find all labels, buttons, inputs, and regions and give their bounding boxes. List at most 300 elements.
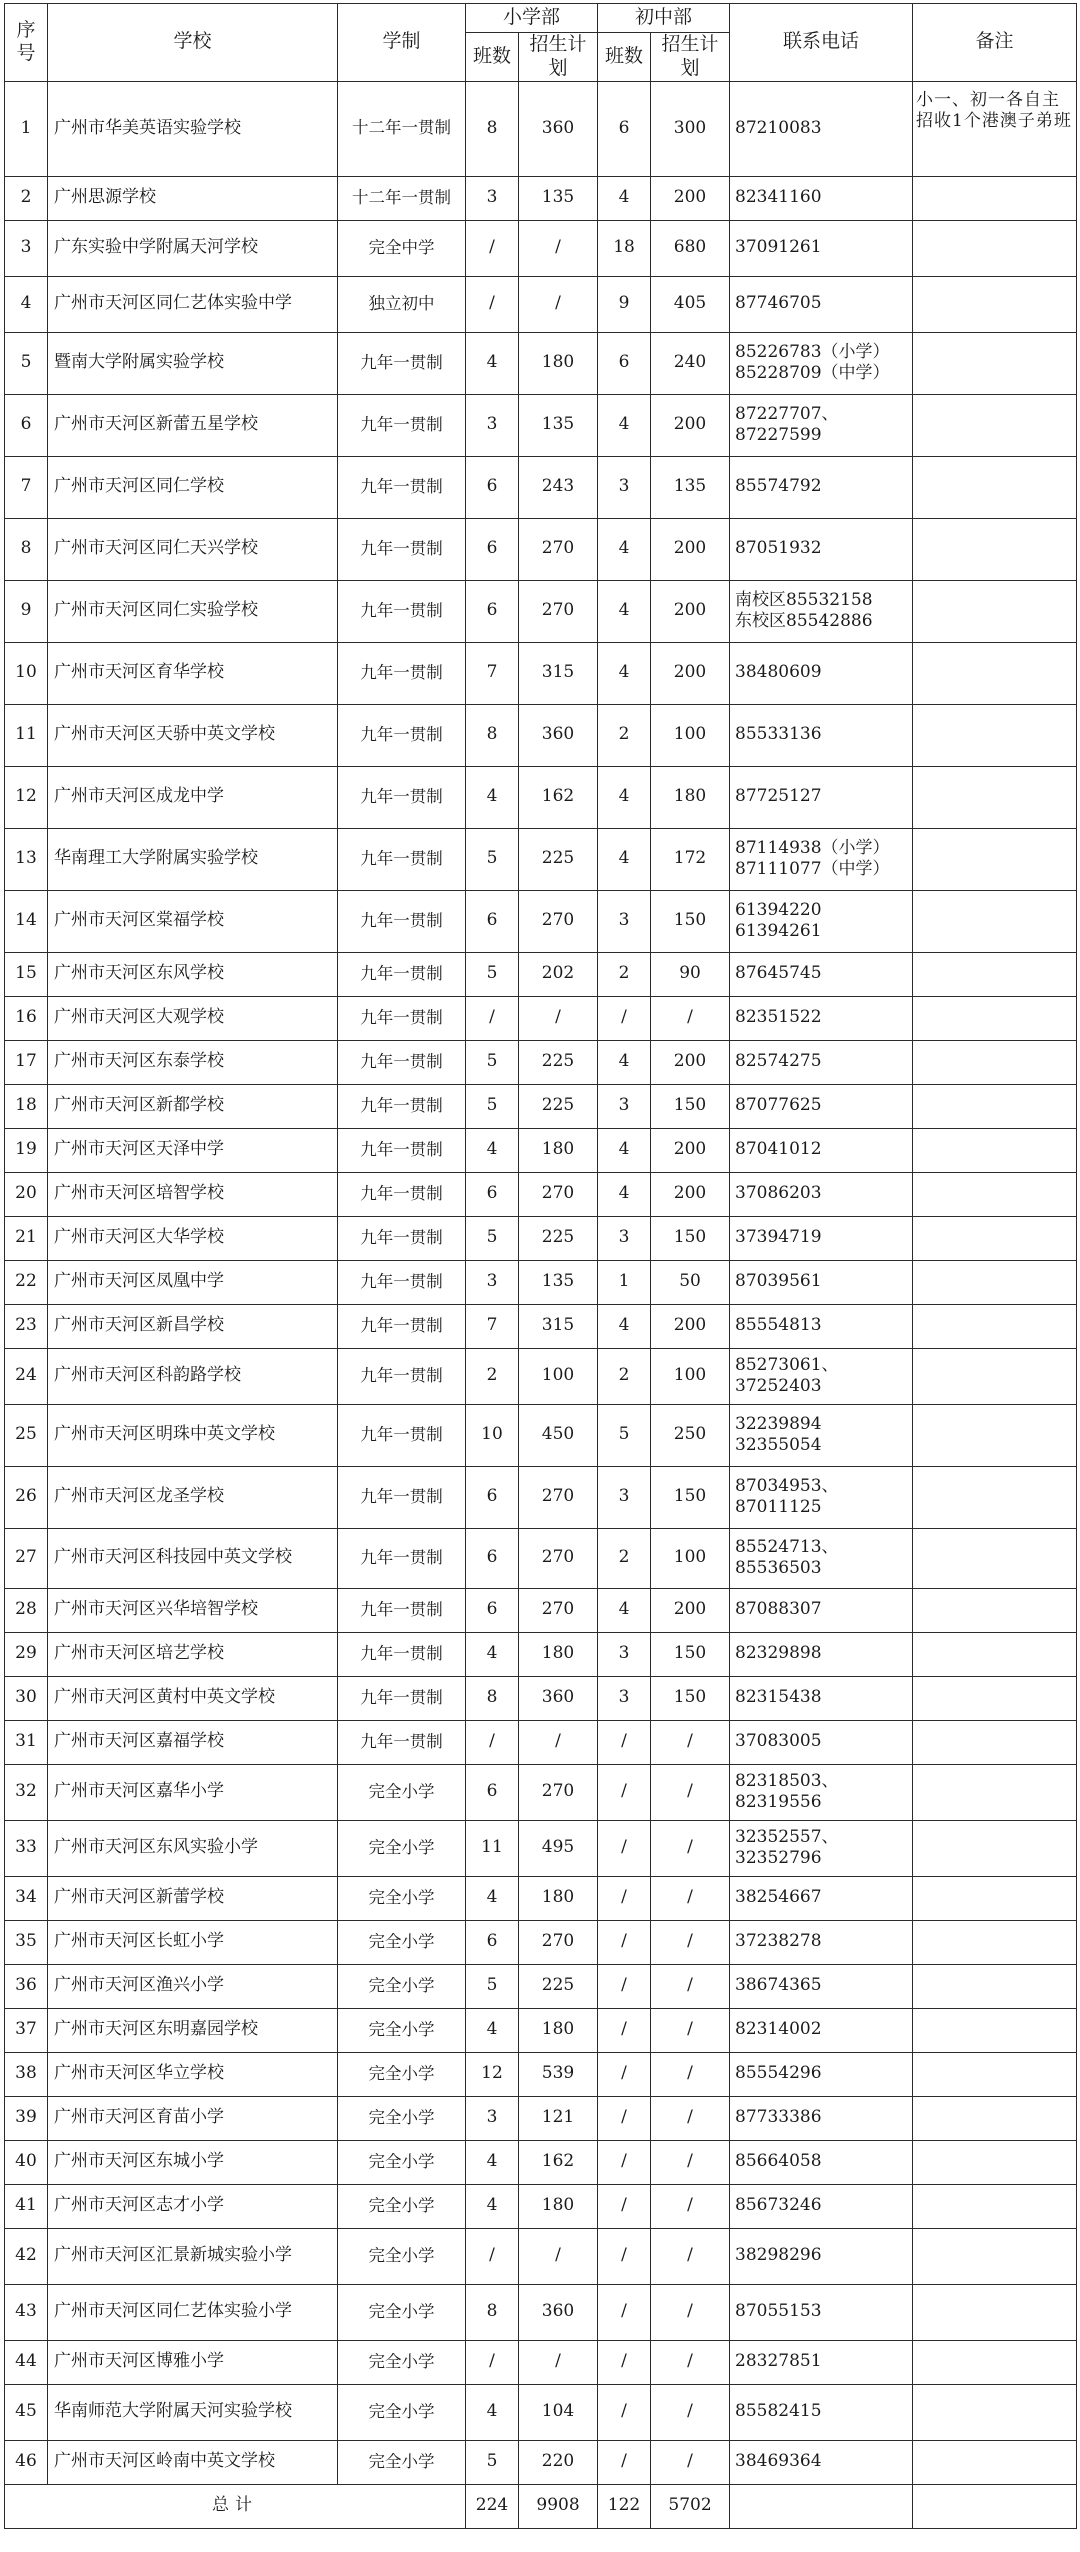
system-cell: 九年一贯制 [338,1528,466,1588]
primary-classes-cell: 4 [466,2184,519,2228]
phone-cell: 38480609 [730,642,913,704]
note-cell [913,1404,1077,1466]
school-name-cell: 广州市天河区科韵路学校 [48,1348,338,1404]
primary-classes-cell: / [466,1720,519,1764]
primary-plan-cell: 225 [519,1040,598,1084]
note-cell [913,642,1077,704]
school-name-cell: 广东实验中学附属天河学校 [48,220,338,276]
middle-classes-cell: 1 [598,1260,651,1304]
seq-cell: 4 [5,276,48,332]
table-row [5,456,1077,518]
total-label: 总计 [5,2484,466,2528]
phone-cell: 85226783（小学） 85228709（中学） [730,332,913,394]
system-cell: 九年一贯制 [338,828,466,890]
primary-plan-cell: 495 [519,1820,598,1876]
school-name-cell: 暨南大学附属实验学校 [48,332,338,394]
phone-cell: 32352557、 32352796 [730,1820,913,1876]
primary-plan-cell: / [519,220,598,276]
middle-plan-cell: 50 [651,1260,730,1304]
total-phone [730,2484,913,2528]
phone-cell: 87041012 [730,1128,913,1172]
school-name-cell: 广州市天河区岭南中英文学校 [48,2440,338,2484]
middle-plan-cell: / [651,1720,730,1764]
table-row [5,2140,1077,2184]
primary-plan-cell: 270 [519,1172,598,1216]
primary-plan-cell: 270 [519,1764,598,1820]
table-row [5,1720,1077,1764]
phone-cell: 85273061、 37252403 [730,1348,913,1404]
primary-plan-cell: 539 [519,2052,598,2096]
table-row [5,394,1077,456]
note-cell [913,332,1077,394]
school-name-cell: 广州市天河区东风学校 [48,952,338,996]
middle-classes-cell: / [598,2440,651,2484]
primary-classes-cell: 5 [466,1964,519,2008]
school-name-cell: 广州市天河区天泽中学 [48,1128,338,1172]
phone-cell: 32239894 32355054 [730,1404,913,1466]
seq-cell: 32 [5,1764,48,1820]
system-cell: 九年一贯制 [338,1466,466,1528]
seq-cell: 39 [5,2096,48,2140]
middle-classes-cell: 3 [598,1676,651,1720]
primary-plan-cell: 180 [519,2184,598,2228]
total-note [913,2484,1077,2528]
primary-classes-cell: 5 [466,1040,519,1084]
middle-classes-cell: / [598,996,651,1040]
school-name-cell: 广州市天河区东城小学 [48,2140,338,2184]
phone-cell: 87055153 [730,2284,913,2340]
primary-classes-cell: 7 [466,1304,519,1348]
system-cell: 九年一贯制 [338,518,466,580]
seq-cell: 26 [5,1466,48,1528]
note-cell [913,704,1077,766]
middle-plan-cell: 405 [651,276,730,332]
middle-plan-cell: 200 [651,1588,730,1632]
note-cell [913,2184,1077,2228]
primary-classes-cell: 8 [466,81,519,176]
phone-cell: 85664058 [730,2140,913,2184]
primary-plan-cell: 270 [519,890,598,952]
school-name-cell: 广州市天河区育华学校 [48,642,338,704]
phone-cell: 82314002 [730,2008,913,2052]
primary-plan-cell: 180 [519,1128,598,1172]
middle-plan-cell: 100 [651,1348,730,1404]
primary-classes-cell: 4 [466,2008,519,2052]
phone-cell: 87051932 [730,518,913,580]
note-cell [913,276,1077,332]
primary-classes-cell: 4 [466,2140,519,2184]
phone-cell: 37086203 [730,1172,913,1216]
primary-plan-cell: / [519,996,598,1040]
phone-cell: 87746705 [730,276,913,332]
school-name-cell: 广州市天河区博雅小学 [48,2340,338,2384]
primary-classes-cell: 3 [466,2096,519,2140]
middle-classes-cell: 2 [598,952,651,996]
primary-classes-cell: 6 [466,890,519,952]
seq-cell: 15 [5,952,48,996]
primary-plan-cell: 360 [519,704,598,766]
note-cell [913,828,1077,890]
primary-plan-cell: 315 [519,642,598,704]
primary-plan-cell: 270 [519,1588,598,1632]
seq-cell: 44 [5,2340,48,2384]
table-row [5,1588,1077,1632]
system-cell: 完全小学 [338,1820,466,1876]
system-cell: 九年一贯制 [338,1304,466,1348]
middle-classes-cell: / [598,2096,651,2140]
total-row [5,2484,1077,2528]
note-cell [913,1084,1077,1128]
table-body [5,81,1077,2528]
school-name-cell: 广州市天河区嘉福学校 [48,1720,338,1764]
note-cell [913,952,1077,996]
seq-cell: 13 [5,828,48,890]
middle-plan-cell: 180 [651,766,730,828]
seq-cell: 45 [5,2384,48,2440]
header-row-1 [5,4,1077,33]
system-cell: 九年一贯制 [338,1040,466,1084]
middle-plan-cell: 240 [651,332,730,394]
note-cell [913,1528,1077,1588]
middle-classes-cell: 4 [598,394,651,456]
school-name-cell: 广州市天河区新都学校 [48,1084,338,1128]
middle-plan-cell: 100 [651,1528,730,1588]
seq-cell: 28 [5,1588,48,1632]
middle-plan-cell: / [651,2052,730,2096]
header-note: 备注 [913,4,1077,82]
middle-plan-cell: 200 [651,580,730,642]
seq-cell: 17 [5,1040,48,1084]
middle-plan-cell: / [651,996,730,1040]
middle-plan-cell: 680 [651,220,730,276]
seq-cell: 11 [5,704,48,766]
table-row [5,1260,1077,1304]
middle-plan-cell: 90 [651,952,730,996]
middle-classes-cell: 18 [598,220,651,276]
primary-plan-cell: 270 [519,1920,598,1964]
table-row [5,1466,1077,1528]
primary-classes-cell: 11 [466,1820,519,1876]
table-row [5,2340,1077,2384]
primary-plan-cell: 270 [519,518,598,580]
table-row [5,81,1077,176]
middle-classes-cell: 5 [598,1404,651,1466]
seq-cell: 19 [5,1128,48,1172]
note-cell [913,1260,1077,1304]
middle-classes-cell: / [598,2340,651,2384]
phone-cell: 87077625 [730,1084,913,1128]
seq-cell: 46 [5,2440,48,2484]
seq-cell: 33 [5,1820,48,1876]
middle-plan-cell: / [651,2440,730,2484]
school-name-cell: 广州市天河区新蕾五星学校 [48,394,338,456]
primary-classes-cell: 5 [466,828,519,890]
note-cell [913,766,1077,828]
middle-classes-cell: / [598,2184,651,2228]
table-row [5,1528,1077,1588]
system-cell: 完全中学 [338,220,466,276]
primary-plan-cell: 135 [519,1260,598,1304]
system-cell: 九年一贯制 [338,1632,466,1676]
phone-cell: 28327851 [730,2340,913,2384]
phone-cell: 82318503、 82319556 [730,1764,913,1820]
phone-cell: 85574792 [730,456,913,518]
school-name-cell: 广州市天河区兴华培智学校 [48,1588,338,1632]
system-cell: 九年一贯制 [338,1084,466,1128]
primary-plan-cell: / [519,2228,598,2284]
header-school: 学校 [48,4,338,82]
phone-cell: 87227707、 87227599 [730,394,913,456]
school-name-cell: 广州市天河区培艺学校 [48,1632,338,1676]
school-name-cell: 广州市天河区嘉华小学 [48,1764,338,1820]
system-cell: 九年一贯制 [338,456,466,518]
system-cell: 独立初中 [338,276,466,332]
system-cell: 九年一贯制 [338,1128,466,1172]
school-name-cell: 广州市天河区新蕾学校 [48,1876,338,1920]
school-name-cell: 广州市华美英语实验学校 [48,81,338,176]
system-cell: 完全小学 [338,2228,466,2284]
note-cell [913,2440,1077,2484]
seq-cell: 23 [5,1304,48,1348]
primary-classes-cell: 3 [466,394,519,456]
primary-plan-cell: 270 [519,580,598,642]
primary-plan-cell: 162 [519,766,598,828]
primary-plan-cell: 450 [519,1404,598,1466]
phone-cell: 82315438 [730,1676,913,1720]
middle-plan-cell: / [651,2140,730,2184]
school-name-cell: 广州市天河区育苗小学 [48,2096,338,2140]
middle-plan-cell: 200 [651,394,730,456]
school-name-cell: 广州市天河区汇景新城实验小学 [48,2228,338,2284]
system-cell: 九年一贯制 [338,1676,466,1720]
note-cell [913,1304,1077,1348]
primary-plan-cell: 360 [519,2284,598,2340]
middle-classes-cell: 4 [598,580,651,642]
system-cell: 完全小学 [338,1764,466,1820]
seq-cell: 3 [5,220,48,276]
middle-classes-cell: 4 [598,766,651,828]
middle-plan-cell: 150 [651,1632,730,1676]
table-row [5,276,1077,332]
middle-plan-cell: 200 [651,642,730,704]
school-name-cell: 广州市天河区科技园中英文学校 [48,1528,338,1588]
phone-cell: 85582415 [730,2384,913,2440]
middle-classes-cell: 3 [598,890,651,952]
note-cell: 小一、初一各自主招收1个港澳子弟班 [913,81,1077,176]
middle-plan-cell: 150 [651,1676,730,1720]
note-cell [913,456,1077,518]
school-name-cell: 广州市天河区凤凰中学 [48,1260,338,1304]
phone-cell: 87114938（小学） 87111077（中学） [730,828,913,890]
system-cell: 九年一贯制 [338,332,466,394]
header-primary-classes: 班数 [466,33,519,82]
school-name-cell: 广州市天河区天骄中英文学校 [48,704,338,766]
note-cell [913,2384,1077,2440]
seq-cell: 40 [5,2140,48,2184]
table-row [5,1676,1077,1720]
primary-plan-cell: 225 [519,1216,598,1260]
system-cell: 九年一贯制 [338,704,466,766]
seq-cell: 43 [5,2284,48,2340]
note-cell [913,1676,1077,1720]
primary-plan-cell: 100 [519,1348,598,1404]
seq-cell: 21 [5,1216,48,1260]
system-cell: 九年一贯制 [338,1348,466,1404]
seq-cell: 42 [5,2228,48,2284]
total-middle-classes: 122 [598,2484,651,2528]
middle-classes-cell: 3 [598,1466,651,1528]
system-cell: 九年一贯制 [338,952,466,996]
table-row [5,1820,1077,1876]
middle-plan-cell: / [651,1964,730,2008]
phone-cell: 82329898 [730,1632,913,1676]
primary-plan-cell: 270 [519,1466,598,1528]
phone-cell: 37394719 [730,1216,913,1260]
middle-classes-cell: 9 [598,276,651,332]
middle-classes-cell: 4 [598,642,651,704]
primary-plan-cell: 225 [519,1084,598,1128]
table-row [5,1764,1077,1820]
header-seq: 序号 [5,4,48,82]
middle-plan-cell: 200 [651,176,730,220]
note-cell [913,2096,1077,2140]
middle-classes-cell: / [598,2284,651,2340]
seq-cell: 22 [5,1260,48,1304]
table-row [5,1920,1077,1964]
table-row [5,2440,1077,2484]
primary-classes-cell: 4 [466,1128,519,1172]
primary-plan-cell: 180 [519,1876,598,1920]
school-name-cell: 广州市天河区龙圣学校 [48,1466,338,1528]
note-cell [913,890,1077,952]
seq-cell: 6 [5,394,48,456]
school-name-cell: 广州市天河区大华学校 [48,1216,338,1260]
middle-plan-cell: 150 [651,890,730,952]
table-row [5,2096,1077,2140]
note-cell [913,1216,1077,1260]
school-name-cell: 广州市天河区新昌学校 [48,1304,338,1348]
table-row [5,1172,1077,1216]
system-cell: 完全小学 [338,2440,466,2484]
seq-cell: 9 [5,580,48,642]
primary-classes-cell: 5 [466,1084,519,1128]
middle-classes-cell: 2 [598,704,651,766]
middle-classes-cell: / [598,2008,651,2052]
seq-cell: 2 [5,176,48,220]
phone-cell: 37238278 [730,1920,913,1964]
table-row [5,952,1077,996]
primary-plan-cell: 243 [519,456,598,518]
primary-classes-cell: 6 [466,1588,519,1632]
middle-plan-cell: / [651,1920,730,1964]
table-row [5,2284,1077,2340]
middle-plan-cell: / [651,2008,730,2052]
seq-cell: 14 [5,890,48,952]
middle-classes-cell: / [598,1820,651,1876]
primary-classes-cell: 4 [466,332,519,394]
middle-classes-cell: 6 [598,81,651,176]
table-row [5,2184,1077,2228]
school-name-cell: 广州市天河区同仁艺体实验小学 [48,2284,338,2340]
note-cell [913,580,1077,642]
primary-plan-cell: 180 [519,332,598,394]
note-cell [913,1632,1077,1676]
phone-cell: 85554296 [730,2052,913,2096]
primary-classes-cell: 6 [466,580,519,642]
table-row [5,1876,1077,1920]
table-row [5,1632,1077,1676]
table-row [5,642,1077,704]
header-primary: 小学部 [466,4,598,33]
seq-cell: 20 [5,1172,48,1216]
phone-cell: 87725127 [730,766,913,828]
phone-cell: 南校区85532158 东校区85542886 [730,580,913,642]
table-row [5,996,1077,1040]
note-cell [913,1920,1077,1964]
seq-cell: 35 [5,1920,48,1964]
school-name-cell: 广州市天河区明珠中英文学校 [48,1404,338,1466]
primary-plan-cell: 220 [519,2440,598,2484]
school-name-cell: 广州市天河区黄村中英文学校 [48,1676,338,1720]
system-cell: 完全小学 [338,2140,466,2184]
system-cell: 完全小学 [338,1876,466,1920]
system-cell: 九年一贯制 [338,890,466,952]
table-row [5,1964,1077,2008]
middle-plan-cell: 200 [651,1128,730,1172]
phone-cell: 37091261 [730,220,913,276]
primary-classes-cell: 4 [466,1632,519,1676]
phone-cell: 87088307 [730,1588,913,1632]
note-cell [913,176,1077,220]
header-middle-classes: 班数 [598,33,651,82]
system-cell: 完全小学 [338,2284,466,2340]
total-middle-plan: 5702 [651,2484,730,2528]
phone-cell: 87034953、 87011125 [730,1466,913,1528]
seq-cell: 12 [5,766,48,828]
middle-classes-cell: 4 [598,828,651,890]
primary-classes-cell: / [466,2340,519,2384]
seq-cell: 7 [5,456,48,518]
primary-classes-cell: / [466,276,519,332]
primary-classes-cell: 3 [466,176,519,220]
seq-cell: 1 [5,81,48,176]
note-cell [913,394,1077,456]
system-cell: 十二年一贯制 [338,81,466,176]
total-primary-plan: 9908 [519,2484,598,2528]
table-row [5,332,1077,394]
middle-plan-cell: / [651,1764,730,1820]
middle-classes-cell: 3 [598,1084,651,1128]
middle-plan-cell: 100 [651,704,730,766]
system-cell: 完全小学 [338,2052,466,2096]
phone-cell: 85554813 [730,1304,913,1348]
middle-plan-cell: / [651,2284,730,2340]
primary-classes-cell: 6 [466,456,519,518]
table-row [5,1128,1077,1172]
middle-plan-cell: 200 [651,1304,730,1348]
table-row [5,220,1077,276]
seq-cell: 5 [5,332,48,394]
phone-cell: 38254667 [730,1876,913,1920]
school-name-cell: 广州市天河区华立学校 [48,2052,338,2096]
school-name-cell: 广州市天河区同仁实验学校 [48,580,338,642]
primary-plan-cell: 162 [519,2140,598,2184]
middle-classes-cell: 3 [598,1216,651,1260]
school-name-cell: 广州思源学校 [48,176,338,220]
middle-classes-cell: / [598,1764,651,1820]
note-cell [913,2340,1077,2384]
middle-plan-cell: 200 [651,1172,730,1216]
